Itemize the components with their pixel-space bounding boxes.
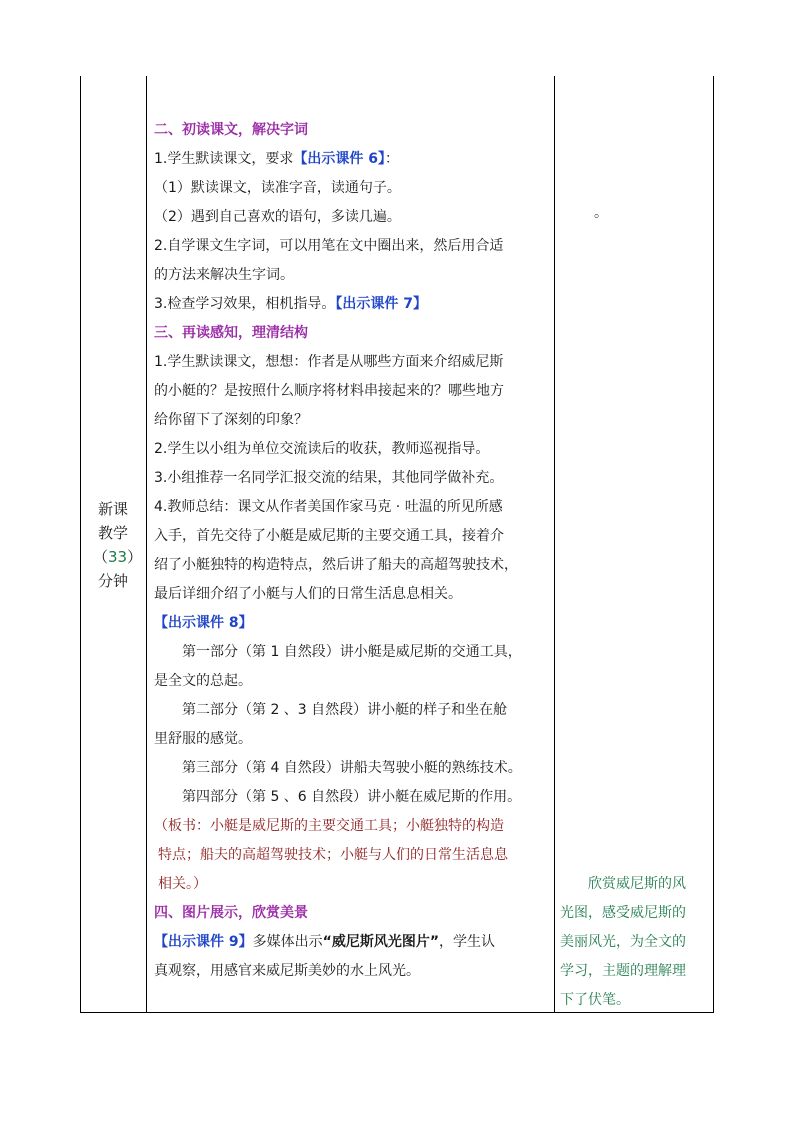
section4-line2: 真观察，用感官来威尼斯美妙的水上风光。: [154, 963, 420, 979]
section3-line5: 3.小组推荐一名同学汇报交流的结果，其他同学做补充。: [154, 470, 504, 486]
notes-dot: 。: [594, 205, 608, 221]
section2-line1-text: 1.学生默读课文，要求: [154, 151, 294, 167]
section2-line6-text: 3.检查学习效果，相机指导。: [154, 296, 336, 312]
courseware-9-tag: 【出示课件 9】: [154, 934, 253, 950]
part1-line1: 第一部分（第 1 自然段）讲小艇是威尼斯的交通工具，: [182, 644, 522, 660]
minutes-open-paren: （: [93, 547, 109, 566]
lesson-table: [80, 76, 714, 1013]
notes-line2: 光图，感受威尼斯的: [560, 905, 686, 921]
courseware-6-tag: 【出示课件 6】: [293, 151, 385, 167]
stage-cell: [80, 76, 146, 1013]
section4-heading: 四、图片展示，欣赏美景: [154, 905, 308, 921]
section2-line4: 2.自学课文生字词，可以用笔在文中圈出来，然后用合适: [154, 238, 504, 254]
section2-line3: （2）遇到自己喜欢的语句，多读几遍。: [154, 209, 401, 225]
table-border-right: [713, 76, 714, 1013]
section2-line2: （1）默读课文，读准字音，读通句子。: [154, 180, 401, 196]
design-notes: [560, 870, 710, 1015]
section3-line2: 的小艇的？是按照什么顺序将材料串接起来的？哪些地方: [154, 383, 504, 399]
stage-label-line1: 新课: [97, 499, 128, 518]
notes-line5: 下了伏笔。: [560, 992, 630, 1008]
section2-line6: [154, 290, 558, 319]
minutes-value: 33: [108, 547, 128, 566]
part2-line2: 里舒服的感觉。: [154, 731, 252, 747]
section3-line7: 入手，首先交待了小艇是威尼斯的主要交通工具，接着介: [154, 528, 504, 544]
section3-line8: 绍了小艇独特的构造特点，然后讲了船夫的高超驾驶技术，: [154, 557, 518, 573]
section3-line1: 1.学生默读课文，想想：作者是从哪些方面来介绍威尼斯: [154, 354, 504, 370]
blackboard-line1: （板书：小艇是威尼斯的主要交通工具；小艇独特的构造: [154, 818, 504, 834]
stage-label: [93, 497, 143, 593]
part1-line2: 是全文的总起。: [154, 673, 252, 689]
section2-line1-colon: ：: [384, 151, 399, 167]
section4-line1: [154, 928, 558, 957]
section3-line3: 给你留下了深刻的印象？: [154, 412, 308, 428]
teaching-content: [154, 116, 558, 986]
section3-line9: 最后详细介绍了小艇与人们的日常生活息息相关。: [154, 586, 462, 602]
section4-line1-tail: ，学生认: [439, 934, 496, 950]
section2-line5: 的方法来解决生字词。: [154, 267, 294, 283]
section3-heading: 三、再读感知，理清结构: [154, 325, 308, 341]
part2-line1: 第二部分（第 2 、3 自然段）讲小艇的样子和坐在舱: [182, 702, 508, 718]
part4-line: 第四部分（第 5 、6 自然段）讲小艇在威尼斯的作用。: [182, 789, 522, 805]
courseware-7-tag: 【出示课件 7】: [335, 296, 427, 312]
notes-line3: 美丽风光，为全文的: [560, 934, 686, 950]
notes-line4: 学习，主题的理解理: [560, 963, 686, 979]
stage-minutes: [93, 545, 143, 569]
stage-label-line4: 分钟: [97, 571, 128, 590]
table-divider-1: [146, 76, 147, 1013]
section4-line1-text: 多媒体出示: [252, 934, 323, 950]
notes-line1: 欣赏威尼斯的风: [588, 876, 686, 892]
section3-line6: 4.教师总结：课文从作者美国作家马克 · 吐温的所见所感: [154, 499, 503, 515]
minutes-close-paren: ）: [127, 547, 143, 566]
section2-line1: [154, 145, 558, 174]
section2-heading: 二、初读课文，解决字词: [154, 122, 308, 138]
courseware-8-tag: 【出示课件 8】: [154, 615, 253, 631]
blackboard-line2: 特点；船夫的高超驾驶技术；小艇与人们的日常生活息息: [158, 847, 508, 863]
stage-label-line2: 教学: [97, 523, 128, 542]
section3-line4: 2.学生以小组为单位交流读后的收获，教师巡视指导。: [154, 441, 490, 457]
venice-pictures-title: “威尼斯风光图片”: [322, 934, 440, 950]
blackboard-line3: 相关。）: [158, 876, 207, 892]
part3-line: 第三部分（第 4 自然段）讲船夫驾驶小艇的熟练技术。: [182, 760, 522, 776]
